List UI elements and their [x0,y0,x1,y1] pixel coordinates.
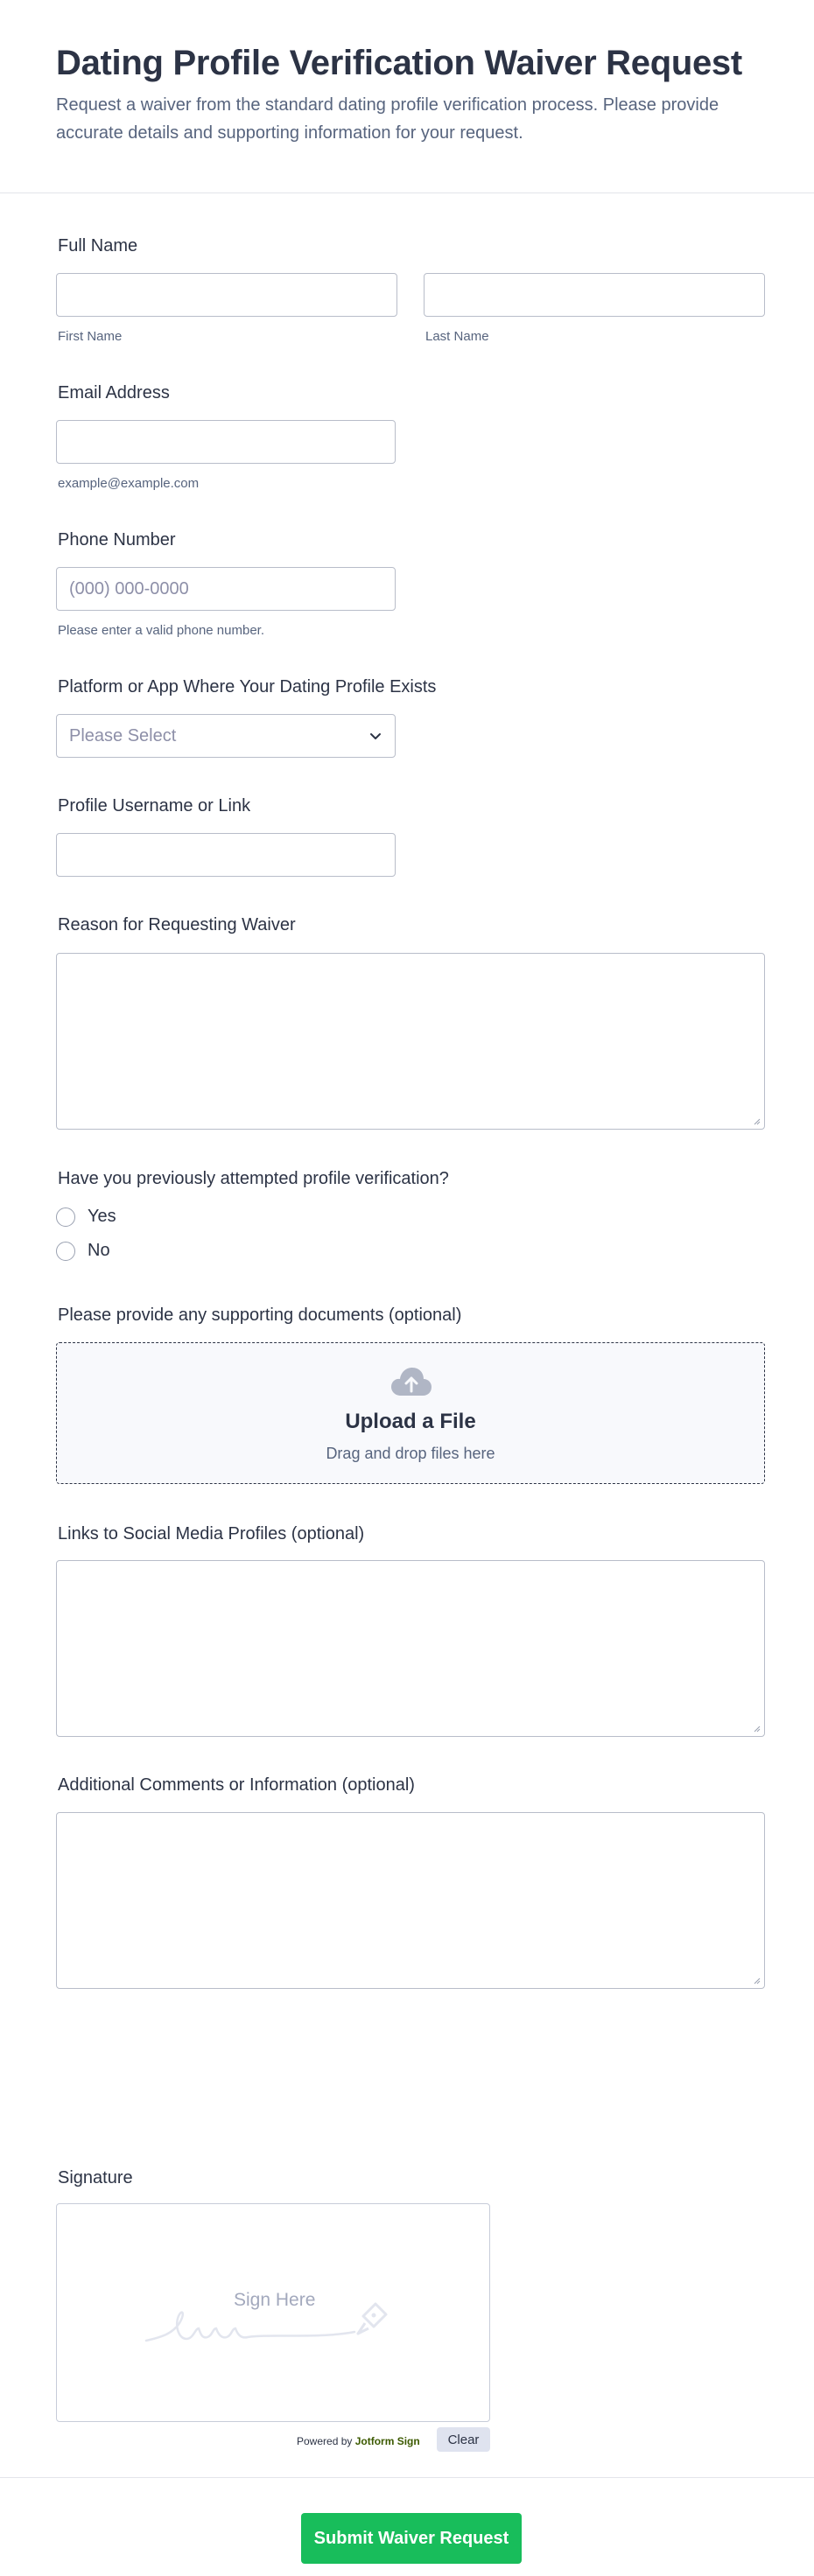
first-name-input[interactable] [56,273,397,317]
email-label: Email Address [58,383,170,402]
phone-sublabel: Please enter a valid phone number. [58,623,264,638]
email-sublabel: example@example.com [58,476,200,491]
form-subtitle: Request a waiver from the standard dating profile verification process. Please provide accurate details and supporting information for your request. [56,95,719,143]
first-name-sublabel: First Name [58,329,123,344]
sign-here-text: Sign Here [234,2290,316,2310]
email-input[interactable] [56,420,396,464]
radio-no-label: No [88,1241,110,1260]
signature-pad[interactable] [56,2203,490,2422]
form-header [0,0,814,193]
radio-option-yes[interactable] [56,1207,116,1227]
platform-select[interactable] [56,714,396,758]
powered-brand: Jotform Sign [354,2435,420,2447]
upload-title: Upload a File [345,1410,476,1433]
platform-selected-value: Please Select [69,725,177,746]
full-name-label: Full Name [58,236,138,256]
social-links-textarea[interactable] [56,1560,765,1737]
cloud-upload-icon [390,1366,432,1397]
username-input[interactable] [56,833,396,877]
comments-textarea[interactable] [56,1812,765,1989]
last-name-sublabel: Last Name [425,329,489,344]
radio-yes[interactable] [56,1208,75,1227]
powered-by [297,2435,420,2447]
username-label: Profile Username or Link [58,796,251,816]
resize-grip-icon[interactable] [752,1116,761,1125]
radio-no[interactable] [56,1242,75,1261]
phone-label: Phone Number [58,530,176,550]
powered-prefix: Powered by [297,2435,353,2447]
radio-yes-label: Yes [88,1207,116,1226]
reason-textarea[interactable] [56,953,765,1130]
chevron-down-icon [368,729,382,743]
radio-option-no[interactable] [56,1241,110,1261]
form-footer [0,2477,814,2576]
resize-grip-icon[interactable] [752,1976,761,1984]
comments-label: Additional Comments or Information (optional) [58,1775,415,1795]
submit-button[interactable]: Submit Waiver Request [301,2513,522,2564]
social-links-label: Links to Social Media Profiles (optional) [58,1524,365,1544]
form-title: Dating Profile Verification Waiver Request [56,44,742,82]
clear-signature-button[interactable]: Clear [437,2427,490,2452]
documents-label: Please provide any supporting documents (optional) [58,1306,462,1325]
phone-input[interactable] [56,567,396,611]
file-upload-dropzone[interactable] [56,1342,765,1484]
previous-attempt-label: Have you previously attempted profile verification? [58,1169,449,1188]
resize-grip-icon[interactable] [752,1724,761,1732]
pen-nib-icon [358,2304,386,2334]
upload-subtitle: Drag and drop files here [326,1445,495,1462]
signature-label: Signature [58,2168,133,2188]
platform-label: Platform or App Where Your Dating Profile Exists [58,677,437,696]
last-name-input[interactable] [424,273,765,317]
reason-label: Reason for Requesting Waiver [58,915,296,934]
